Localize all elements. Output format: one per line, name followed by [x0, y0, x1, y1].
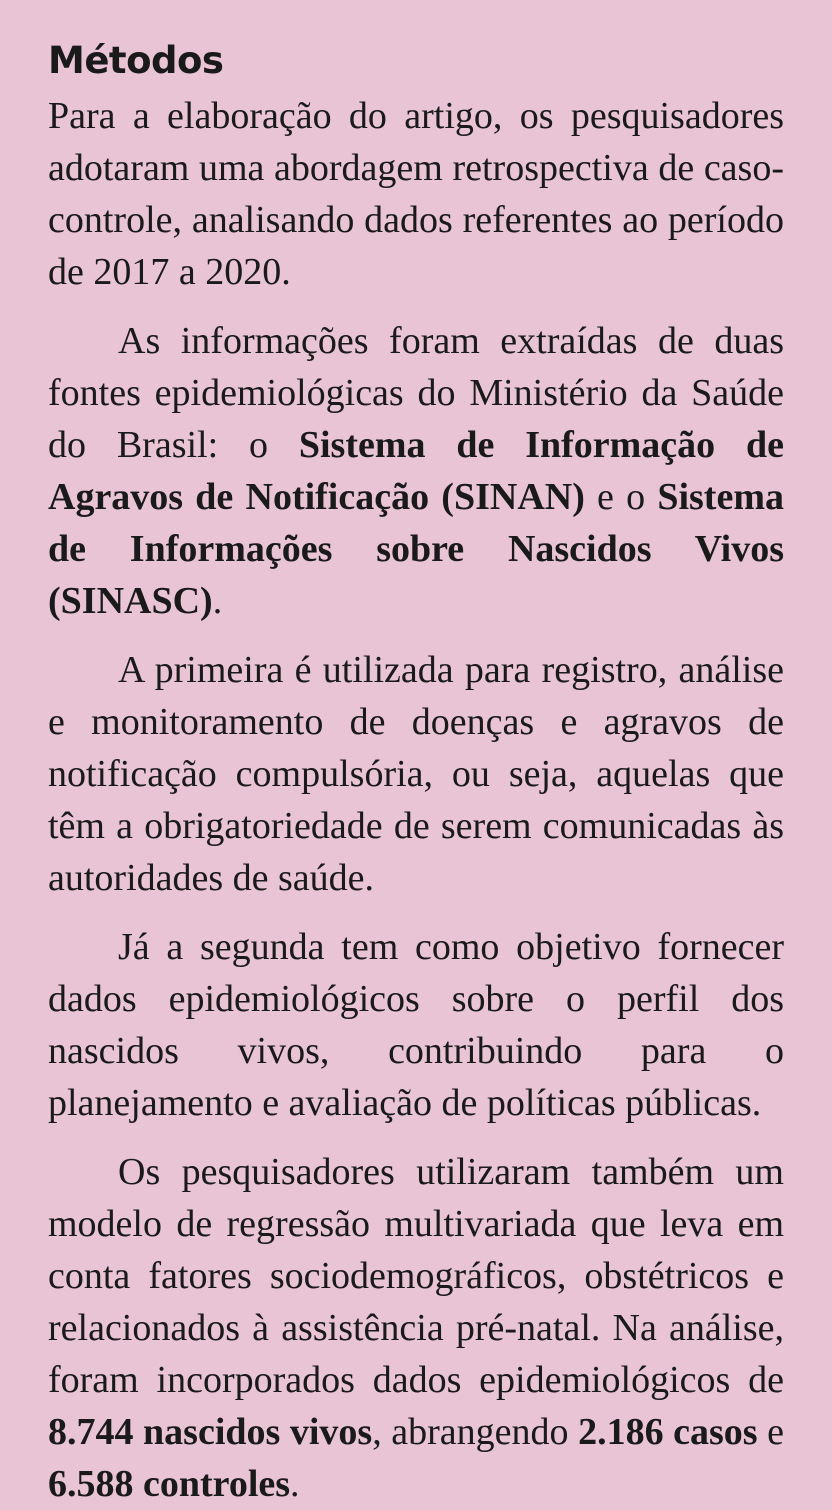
paragraph-text: e [757, 1411, 784, 1453]
paragraph-text: Para a elaboração do artigo, os pesquisadores adotaram uma abordagem retrospectiva de caso-controle, analisando dados referentes ao período de 2017 a 2020. [48, 95, 784, 293]
paragraph-2 [48, 315, 784, 627]
sinasc-name: Sistema de Informações sobre Nascidos Vivos (SINASC) [48, 476, 784, 622]
section-title: Métodos [48, 39, 224, 82]
cases-count: 2.186 casos [578, 1411, 758, 1453]
paragraph-3 [48, 644, 784, 904]
controls-count: 6.588 controles [48, 1463, 291, 1505]
paragraph-5 [48, 1146, 784, 1510]
paragraph-text: . [290, 1463, 300, 1505]
paragraph-text: Os pesquisadores utilizaram também um modelo de regressão multivariada que leva em conta fatores sociodemográficos, obstétricos e relacionados à assistência pré-natal. Na análise, foram incorporados dados epidemiológicos de [48, 1151, 784, 1401]
paragraph-text: . [212, 580, 223, 622]
sinan-name: Sistema de Informação de Agravos de Notificação (SINAN) [48, 424, 784, 518]
paragraph-1 [48, 90, 784, 298]
paragraph-text: A primeira é utilizada para registro, análise e monitoramento de doenças e agravos de notificação compulsória, ou seja, aquelas que têm a obrigatoriedade de serem comunicadas às autoridades de saúde. [48, 649, 784, 899]
total-births: 8.744 nascidos vivos [48, 1411, 373, 1453]
paragraph-text: Já a segunda tem como objetivo fornecer dados epidemiológicos sobre o perfil dos nascidos vivos, contribuindo para o planejamento e avaliação de políticas públicas. [48, 926, 784, 1124]
paragraph-4 [48, 921, 784, 1129]
paragraph-text: e o [584, 476, 658, 518]
paragraph-text: , abrangendo [372, 1411, 579, 1453]
paragraph-text: As informações foram extraídas de duas fontes epidemiológicas do Ministério da Saúde do Brasil: o [48, 320, 784, 466]
